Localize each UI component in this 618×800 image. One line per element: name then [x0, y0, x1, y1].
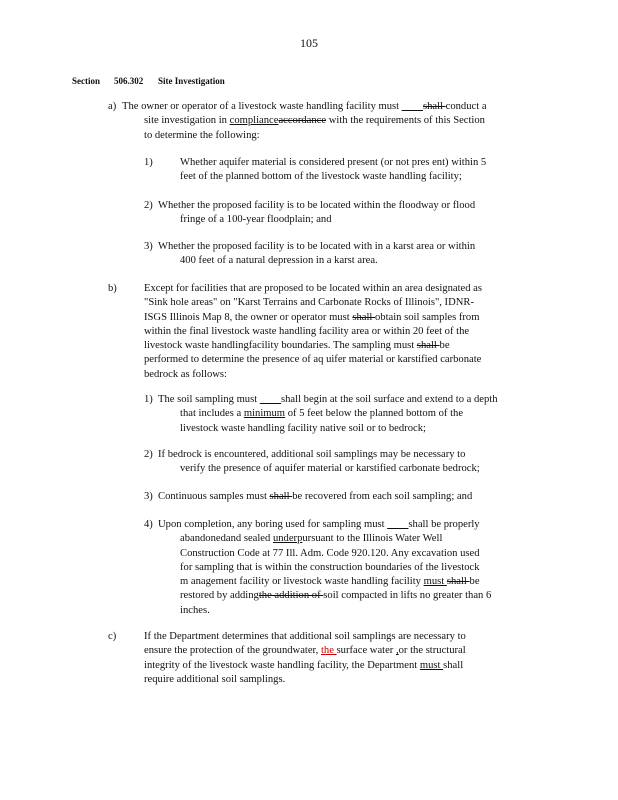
inserted-text: compliance	[229, 115, 279, 127]
para-a-item-3	[158, 240, 520, 269]
text-line	[158, 407, 538, 421]
text-run: ensure the protection of the groundwater,	[144, 645, 321, 657]
text-line: Whether the proposed facility is to be located within the floodway or flood	[158, 200, 476, 211]
para-a-marker: a)	[108, 101, 117, 112]
text-line: Except for facilities that are proposed to be located within an area designated as	[144, 283, 482, 294]
text-line: Construction Code at 77 Ill. Adm. Code 920.120. Any excavation used	[180, 547, 480, 559]
text-run: conduct a	[445, 101, 487, 112]
section-title: Site Investigation	[158, 76, 225, 86]
para-a-item-2	[158, 199, 520, 228]
text-line	[122, 114, 534, 128]
text-line	[158, 490, 538, 504]
deleted-text: shall	[416, 340, 440, 352]
text-line: performed to determine the presence of aq uifer material or karstified carbonate	[144, 354, 482, 366]
text-line	[144, 339, 536, 353]
inserted-text: minimum	[243, 408, 286, 420]
text-line	[158, 518, 540, 532]
text-line	[144, 311, 536, 325]
text-line	[158, 589, 540, 603]
text-run: or the structural	[398, 645, 466, 657]
text-line: Whether the proposed facility is to be located with in a karst area or within	[158, 241, 476, 252]
text-run: soil compacted in lifts no greater than 6	[323, 590, 492, 602]
text-line: within the final livestock waste handling facility area or within 20 feet of the	[144, 325, 470, 337]
text-line: Whether aquifer material is considered present (or not pres ent) within 5	[180, 157, 487, 168]
section-number: 506.302	[114, 76, 144, 86]
para-b-item-1-marker: 1)	[144, 394, 153, 405]
text-run: The owner or operator of a livestock waste handling facility must	[122, 101, 402, 112]
text-run: integrity of the livestock waste handling facility, the Department	[144, 659, 420, 671]
para-b-item-3	[158, 490, 538, 504]
para-b-marker: b)	[108, 283, 117, 294]
text-run: with the requirements of this Section	[326, 115, 485, 127]
text-line	[158, 393, 538, 407]
text-run: livestock waste handlingfacility boundaries. The sampling must	[144, 340, 417, 352]
text-line: bedrock as follows:	[144, 368, 227, 380]
text-run: m anagement facility or livestock waste handling facility	[180, 576, 424, 588]
text-run: shall begin at the soil surface and extend to a depth	[281, 394, 498, 405]
text-run: be	[439, 340, 450, 352]
deleted-text: shall	[422, 101, 446, 112]
para-b-item-3-marker: 3)	[144, 491, 153, 502]
text-line: to determine the following:	[144, 129, 260, 141]
para-b-item-4	[158, 518, 540, 618]
text-line	[144, 644, 516, 658]
text-line: feet of the planned bottom of the livestock waste handling facility;	[180, 171, 462, 183]
text-run: site investigation in	[144, 115, 230, 127]
text-run: Upon completion, any boring used for sampling must	[158, 519, 388, 530]
inserted-text: the	[320, 645, 337, 657]
para-b-item-2	[158, 448, 528, 477]
text-run: surface water	[336, 645, 396, 657]
text-run: abandonedand sealed	[180, 533, 273, 545]
inserted-text: ____	[259, 394, 282, 405]
para-a-text	[122, 100, 534, 143]
page-number: 105	[300, 36, 318, 50]
text-run: ISGS Illinois Map 8, the owner or operator must	[144, 311, 353, 323]
text-line: require additional soil samplings.	[144, 673, 286, 685]
text-run: that includes a	[180, 408, 244, 420]
text-line: inches.	[180, 604, 210, 616]
para-b-item-1	[158, 393, 538, 436]
text-line	[158, 532, 540, 546]
text-line: If bedrock is encountered, additional soil samplings may be necessary to	[158, 449, 466, 460]
text-line: verify the presence of aquifer material or karstified carbonate bedrock;	[180, 463, 480, 475]
inserted-text: ,	[395, 645, 399, 657]
text-line: livestock waste handling facility native soil or to bedrock;	[180, 422, 426, 434]
inserted-text: must	[419, 659, 444, 671]
para-a-item-1	[180, 156, 530, 185]
text-line	[158, 575, 540, 589]
deleted-text: the addition of	[258, 590, 324, 602]
deleted-text: shall	[269, 491, 293, 502]
para-a-item-2-marker: 2)	[144, 200, 153, 211]
section-label: Section	[72, 76, 100, 86]
inserted-text: ____	[401, 101, 423, 112]
deleted-text: shall	[446, 576, 470, 588]
deleted-text: accordance	[278, 115, 327, 127]
inserted-text: underp	[272, 533, 303, 545]
text-run: be	[469, 576, 480, 588]
section-heading	[72, 74, 225, 88]
inserted-text: ____	[387, 519, 409, 530]
text-run: be recovered from each soil sampling; and	[292, 491, 473, 502]
text-line	[122, 100, 534, 114]
text-line	[144, 659, 516, 673]
text-line: for sampling that is within the construction boundaries of the livestock	[180, 561, 480, 573]
text-run: shall	[443, 659, 464, 671]
text-run: The soil sampling must	[158, 394, 260, 405]
text-run: ursuant to the Illinois Water Well	[302, 533, 443, 545]
text-run: obtain soil samples from	[375, 311, 480, 323]
text-run: shall be properly	[408, 519, 480, 530]
text-run: Continuous samples must	[158, 491, 270, 502]
text-line: 400 feet of a natural depression in a karst area.	[180, 255, 378, 267]
deleted-text: shall	[352, 311, 375, 323]
para-b-text	[144, 282, 536, 382]
inserted-text: must	[423, 576, 447, 588]
para-b-item-2-marker: 2)	[144, 449, 153, 460]
text-line: If the Department determines that additional soil samplings are necessary to	[144, 631, 466, 642]
text-line: "Sink hole areas" on "Karst Terrains and Carbonate Rocks of Illinois", IDNR-	[144, 297, 474, 309]
para-a-item-1-marker: 1)	[144, 157, 153, 168]
text-run: of 5 feet below the planned bottom of the	[285, 408, 464, 420]
text-run: restored by adding	[180, 590, 259, 602]
text-line: fringe of a 100-year floodplain; and	[180, 214, 332, 226]
para-c-text	[144, 630, 516, 687]
para-a-item-3-marker: 3)	[144, 241, 153, 252]
para-c-marker: c)	[108, 631, 117, 642]
para-b-item-4-marker: 4)	[144, 519, 153, 530]
